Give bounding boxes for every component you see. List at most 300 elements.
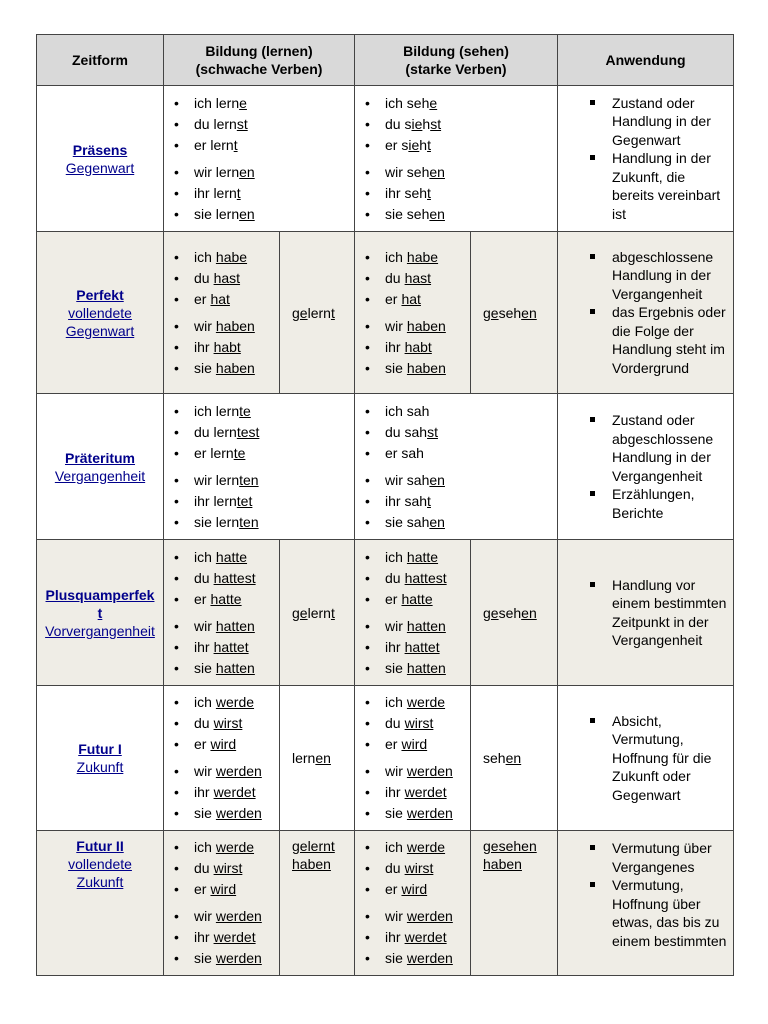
form-stem: er lern [194,136,234,153]
participle-stem: lern [307,604,331,621]
form-stem: er lern [194,444,234,461]
form-item [174,568,279,589]
uses-cell [558,86,734,232]
lernen-infinitive-futur-1 [280,686,355,831]
form-item [174,512,354,533]
form-pronoun: wir [194,617,212,634]
form-item [174,782,279,803]
form-item [174,637,279,658]
form-stem: ihr seh [385,184,428,201]
form-pronoun: du [194,715,210,731]
uses-cell [558,394,734,540]
form-aux: werdet [213,929,256,945]
tense-title-praeteritum[interactable]: Präteritum [64,449,136,466]
form-item [174,948,279,969]
form-aux: habt [404,338,432,355]
form-stem: wir seh [385,163,430,180]
form-item [365,692,470,713]
form-stem: ich sah [385,402,430,419]
use-item: Erzählungen, Berichte [588,485,727,522]
sehen-participle-futur-2 [471,831,558,976]
form-ending: ten [239,471,259,488]
form-aux: werden [215,763,262,779]
participle-stem: lern [307,304,331,321]
participle-ending: en [521,604,537,621]
form-pronoun: wir [385,617,403,634]
form-item [365,316,470,337]
form-item [365,616,470,637]
use-item: Handlung vor einem bestimmten Zeitpunkt in der Vergangenheit [588,576,727,650]
form-aux: werden [406,908,453,924]
form-aux: hatte [406,548,439,565]
form-item [174,692,279,713]
form-ending: te [233,444,246,461]
form-aux: werdet [404,784,447,800]
form-ending: t [427,136,431,153]
form-stem: h [422,115,431,132]
form-aux: haben [406,317,446,334]
form-item [365,858,470,879]
lernen-aux-futur-1 [164,686,280,831]
form-item [365,782,470,803]
form-pronoun: er [385,736,398,752]
form-pronoun: ich [385,548,403,565]
form-pronoun: wir [385,763,403,779]
form-item [365,204,557,225]
header-lernen [164,35,355,86]
header-anwendung [558,35,734,86]
header-lernen-line1: Bildung (lernen) [205,43,313,59]
form-item [365,589,470,610]
lernen-aux-perfekt [164,232,280,394]
use-item: Zustand oder Handlung in der Gegenwart [588,94,727,150]
tense-title-praesens[interactable]: Präsens [72,141,128,158]
form-pronoun: ich [194,548,212,565]
form-item [174,713,279,734]
form-aux: werden [215,908,262,924]
lernen-aux-plusquamperfekt [164,540,280,686]
form-item [174,879,279,900]
participle-stem: seh [498,304,522,321]
form-item [365,637,470,658]
form-item [174,358,279,379]
form-aux: wird [401,881,428,897]
uses-cell [558,232,734,394]
use-item: das Ergebnis oder die Folge der Handlung steht im Vordergrund [588,303,727,377]
form-ending: t [427,492,431,509]
form-aux: haben [215,359,255,376]
participle: gelernt [292,838,335,854]
form-item [365,443,557,464]
form-item [365,713,470,734]
form-item [365,422,557,443]
sehen-forms-praeteritum [355,394,558,540]
form-pronoun: ich [385,694,403,710]
sehen-participle-perfekt [471,232,558,394]
participle: gesehen [483,838,537,854]
form-item [174,470,354,491]
form-aux: werdet [404,929,447,945]
tense-subtitle[interactable]: Zukunft [76,759,124,775]
use-item: Vermutung, Hoffnung über etwas, das bis zu einem bestimmten [588,876,727,950]
form-item [174,927,279,948]
form-stem: ich lern [194,94,240,111]
form-pronoun: sie [194,359,212,376]
form-item [365,512,557,533]
lernen-participle-futur-2 [280,831,355,976]
lernen-aux-futur-2 [164,831,280,976]
form-item [365,289,470,310]
form-item [365,761,470,782]
uses-cell [558,686,734,831]
form-pronoun: sie [194,950,212,966]
tense-subtitle[interactable]: Zukunft [76,874,124,890]
form-aux: habe [406,248,439,265]
form-aux: hast [404,269,432,286]
tense-title-plusquamperfekt[interactable]: Plusquamperfek [45,586,155,603]
form-item [174,443,354,464]
tense-name-cell [37,232,164,394]
form-aux: hatten [215,659,255,676]
form-aux: hattet [404,638,440,655]
form-ending: en [239,163,255,180]
use-item: abgeschlossene Handlung in der Vergangenheit [588,248,727,304]
form-item [174,734,279,755]
form-pronoun: du [385,569,401,586]
form-pronoun: ihr [385,784,401,800]
tense-subtitle[interactable]: vollendete [68,856,132,872]
participle-prefix: ge [483,604,499,621]
form-item [365,927,470,948]
lernen-forms-praeteritum [164,394,355,540]
tense-subtitle[interactable]: Gegenwart [65,322,135,339]
participle-prefix: ge [292,604,308,621]
form-item [174,491,354,512]
form-pronoun: du [385,715,401,731]
form-aux: wirst [213,715,243,731]
form-pronoun: du [385,269,401,286]
form-pronoun: er [194,590,207,607]
infinitive-stem: seh [483,750,506,766]
form-item [174,589,279,610]
form-pronoun: ich [194,694,212,710]
form-item [365,879,470,900]
form-item [174,289,279,310]
form-stem: er sah [385,444,424,461]
sehen-aux-futur-2 [355,831,471,976]
form-pronoun: wir [194,317,212,334]
form-aux: werde [406,839,446,855]
sehen-aux-futur-1 [355,686,471,831]
form-aux: wirst [404,860,434,876]
sehen-aux-plusquamperfekt [355,540,471,686]
form-item [365,948,470,969]
tense-subtitle[interactable]: Gegenwart [65,159,135,176]
form-item [174,837,279,858]
form-pronoun: wir [194,763,212,779]
form-item [365,658,470,679]
tense-name-cell [37,394,164,540]
form-aux: habt [213,338,241,355]
tense-title-perfekt[interactable]: Perfekt [76,286,124,303]
form-item [365,93,557,114]
form-item [174,803,279,824]
form-ending: t [427,184,431,201]
participle-ending: t [330,604,335,621]
row-futur-1 [37,686,734,831]
form-item [174,401,354,422]
form-stem: ihr lern [194,184,237,201]
form-stem: wir lern [194,471,240,488]
tense-subtitle[interactable]: Vorvergangenheit [45,622,155,639]
header-sehen-line1: Bildung (sehen) [403,43,509,59]
form-item [174,616,279,637]
row-praeteritum [37,394,734,540]
form-ending: tet [236,492,253,509]
form-item [365,734,470,755]
form-pronoun: sie [385,805,403,821]
form-aux: wirst [404,715,434,731]
form-stem: h [419,136,428,153]
infinitive-ending: en [315,750,331,766]
form-aux: werden [215,950,262,966]
header-sehen [355,35,558,86]
form-ending: e [239,94,247,111]
form-ending: en [429,513,445,530]
form-item [174,422,354,443]
form-item [174,162,354,183]
form-pronoun: du [194,569,210,586]
tense-name-cell [37,686,164,831]
form-aux: wird [401,736,428,752]
lernen-participle-plusquamperfekt [280,540,355,686]
form-aux: hatten [406,659,446,676]
form-stem: ich lern [194,402,240,419]
form-stem: sie lern [194,205,240,222]
form-item [174,906,279,927]
form-stem: du sah [385,423,428,440]
form-pronoun: ihr [385,338,401,355]
row-futur-2 [37,831,734,976]
use-item: Vermutung über Vergangenes [588,839,727,876]
form-pronoun: wir [385,317,403,334]
form-stem: sie seh [385,205,430,222]
tense-title-futur-2[interactable]: Futur II [76,838,124,854]
tense-title-futur-1[interactable]: Futur I [78,741,122,757]
form-ending: en [239,205,255,222]
form-stem: du lern [194,423,237,440]
form-item [365,247,470,268]
form-item [365,568,470,589]
uses-cell [558,831,734,976]
form-item [365,803,470,824]
form-item [174,247,279,268]
form-item [174,135,354,156]
form-item [174,93,354,114]
form-aux: hattet [213,638,249,655]
form-ending: en [429,471,445,488]
form-pronoun: ich [385,248,403,265]
form-stem: wir sah [385,471,430,488]
sehen-infinitive-futur-1 [471,686,558,831]
form-stem: ich seh [385,94,430,111]
form-aux: haben [406,359,446,376]
tense-table [36,34,734,976]
form-aux: hatte [210,590,242,607]
form-stem: ihr lern [194,492,237,509]
aux-infinitive: haben [483,856,522,872]
form-pronoun: sie [385,950,403,966]
form-aux: hast [213,269,241,286]
participle-prefix: ge [483,304,499,321]
form-aux: werden [406,763,453,779]
form-item [174,268,279,289]
form-item [365,268,470,289]
form-item [365,183,557,204]
form-item [174,204,354,225]
form-ending: t [236,184,241,201]
form-stem: wir lern [194,163,240,180]
tense-name-cell [37,540,164,686]
form-pronoun: ihr [194,638,210,655]
use-item: Absicht, Vermutung, Hoffnung für die Zukunft oder Gegenwart [588,712,727,805]
header-zeitform-label: Zeitform [72,52,128,68]
form-pronoun: ich [385,839,403,855]
form-pronoun: sie [385,359,403,376]
form-pronoun: ich [194,839,212,855]
tense-subtitle[interactable]: Vergangenheit [54,467,146,484]
form-item [365,491,557,512]
form-stem: ihr sah [385,492,428,509]
infinitive-ending: en [505,750,522,766]
participle-prefix: ge [292,304,308,321]
form-ending: st [430,115,442,132]
header-sehen-line2: (starke Verben) [405,61,507,77]
form-item [365,906,470,927]
use-item: Zustand oder abgeschlossene Handlung in der Vergangenheit [588,411,727,485]
form-aux: werde [215,839,255,855]
form-aux: hatte [401,590,433,607]
form-item [365,470,557,491]
form-item [174,658,279,679]
form-item [174,183,354,204]
form-ending: en [429,163,445,180]
form-aux: werden [215,805,262,821]
form-aux: werde [215,694,255,710]
sehen-participle-plusquamperfekt [471,540,558,686]
participle-ending: en [521,304,537,321]
participle-ending: t [330,304,335,321]
form-ending: ten [239,513,259,530]
tense-name-cell [37,86,164,232]
form-item [365,401,557,422]
form-pronoun: du [385,860,401,876]
tense-title-plusquamperfekt-cont[interactable]: t [97,604,103,621]
tense-table-wrapper [36,34,733,976]
form-item [174,114,354,135]
uses-cell [558,540,734,686]
form-stem: sie lern [194,513,240,530]
row-plusquamperfekt [37,540,734,686]
form-pronoun: ihr [385,929,401,945]
sehen-aux-perfekt [355,232,471,394]
form-pronoun: wir [194,908,212,924]
form-pronoun: du [194,860,210,876]
form-ending: test [236,423,260,440]
form-item [174,337,279,358]
header-anwendung-label: Anwendung [605,52,686,68]
form-ending: te [239,402,251,419]
form-item [365,547,470,568]
use-item: Handlung in der Zukunft, die bereits vereinbart ist [588,149,727,223]
tense-name-cell [37,831,164,976]
form-ending: t [233,136,238,153]
form-pronoun: er [194,736,207,752]
form-aux: hattest [213,569,256,586]
form-item [365,837,470,858]
form-pronoun: sie [194,659,212,676]
form-aux: haben [215,317,255,334]
infinitive-stem: lern [292,750,316,766]
form-pronoun: er [194,290,207,307]
form-pronoun: er [385,881,398,897]
form-aux: habe [215,248,248,265]
participle-stem: seh [498,604,522,621]
tense-subtitle[interactable]: vollendete [68,304,132,321]
form-item [174,547,279,568]
header-lernen-line2: (schwache Verben) [195,61,323,77]
form-item [365,162,557,183]
form-pronoun: er [385,590,398,607]
form-item [365,114,557,135]
form-ending: en [429,205,445,222]
lernen-participle-perfekt [280,232,355,394]
form-aux: wird [210,881,237,897]
form-pronoun: er [385,290,398,307]
form-aux: hat [401,290,421,307]
form-aux: hat [210,290,230,307]
form-aux: werdet [213,784,256,800]
lernen-forms-praesens [164,86,355,232]
form-stem: sie sah [385,513,430,530]
form-item [365,358,470,379]
form-item [365,337,470,358]
row-perfekt [37,232,734,394]
form-stem: du lern [194,115,237,132]
form-pronoun: sie [385,659,403,676]
form-pronoun: wir [385,908,403,924]
form-aux: hatte [215,548,248,565]
form-item [365,135,557,156]
form-vowel-change: ie [408,136,420,153]
form-pronoun: du [194,269,210,286]
form-aux: hattest [404,569,447,586]
form-pronoun: ihr [194,784,210,800]
form-pronoun: ihr [194,929,210,945]
form-item [174,316,279,337]
form-item [174,761,279,782]
form-aux: werden [406,805,453,821]
form-vowel-change: ie [411,115,423,132]
form-aux: hatten [406,617,446,634]
form-pronoun: ihr [385,638,401,655]
form-ending: st [236,115,248,132]
form-stem: er s [385,136,409,153]
form-aux: wird [210,736,237,752]
aux-infinitive: haben [292,856,331,872]
form-stem: du s [385,115,412,132]
form-pronoun: sie [194,805,212,821]
